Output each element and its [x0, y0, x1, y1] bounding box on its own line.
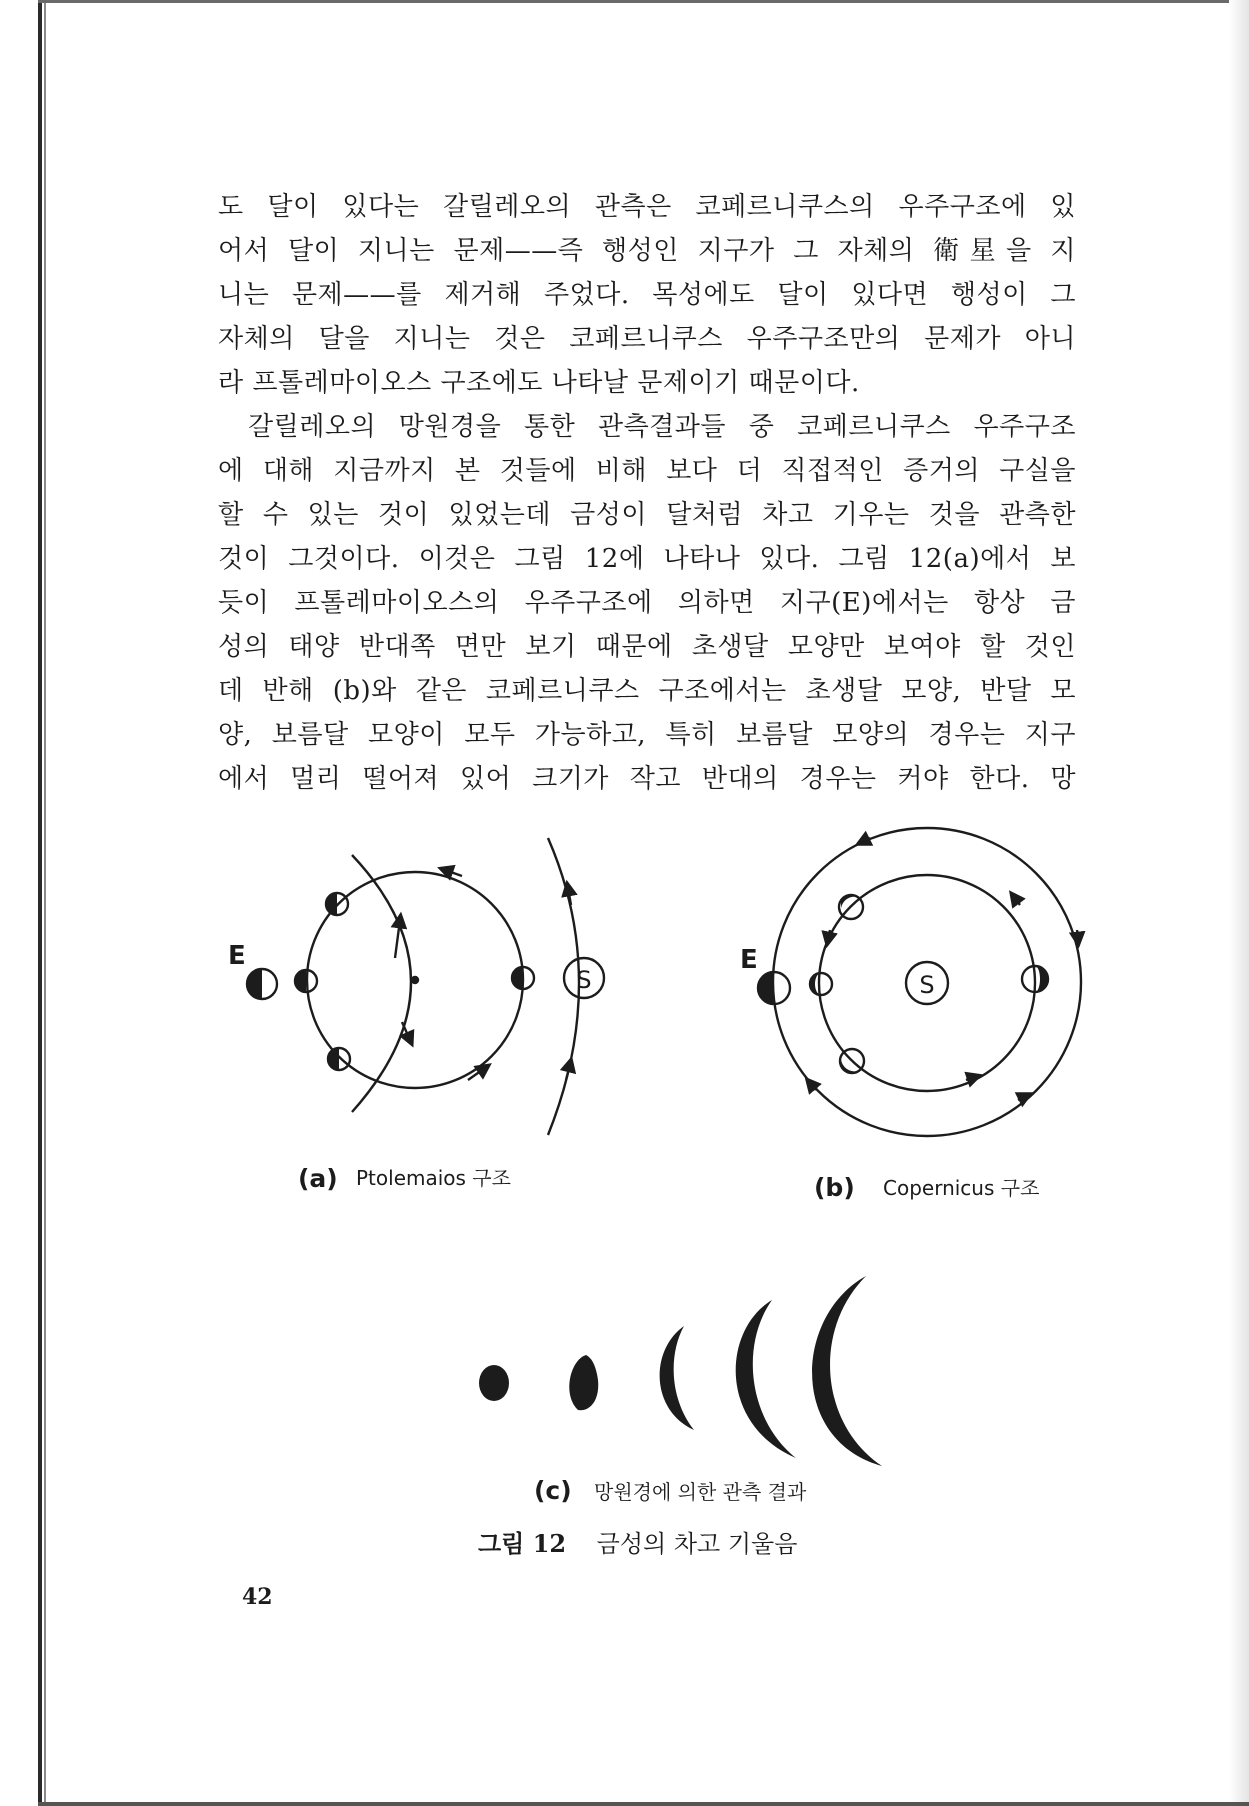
- panel-label-a: (a): [298, 1164, 338, 1193]
- figure-title: [478, 1524, 797, 1559]
- text-line: 니는 문제——를 제거해 주었다. 목성에도 달이 있다면 행성이 그: [218, 280, 1076, 310]
- venus-phase-shape: [736, 1300, 796, 1458]
- venus-phase-shape: [812, 1276, 882, 1466]
- venus-phases-row: [479, 1276, 882, 1466]
- page-number: 42: [242, 1584, 273, 1610]
- earth-icon: [758, 972, 790, 1004]
- ptolemaic-diagram: [228, 838, 604, 1135]
- venus-phase-icon: [295, 970, 317, 992]
- text-line: 양, 보름달 모양이 모두 가능하고, 특히 보름달 모양의 경우는 지구: [218, 720, 1076, 750]
- sun-orbit-arc: [548, 838, 579, 1135]
- sun-icon: [906, 962, 948, 1004]
- venus-phase-icon: [328, 1048, 350, 1070]
- text-line: 갈릴레오의 망원경을 통한 관측결과들 중 코페르니쿠스 우주구조: [248, 412, 1076, 442]
- sun-icon: [564, 958, 604, 998]
- figure-title-text: 금성의 차고 기울음: [596, 1530, 798, 1558]
- sun-label: S: [919, 971, 935, 999]
- venus-phase-shape: [660, 1326, 694, 1430]
- copernican-diagram: [740, 828, 1081, 1136]
- caption-c: [534, 1476, 807, 1505]
- venus-phase-shape: [479, 1365, 509, 1401]
- earth-label: E: [228, 941, 246, 971]
- text-line: 듯이 프톨레마이오스의 우주구조에 의하면 지구(E)에서는 항상 금: [218, 588, 1076, 618]
- figure-number: 그림 12: [478, 1529, 567, 1558]
- venus-phase-shape: [569, 1355, 598, 1410]
- sun-label: S: [576, 966, 592, 994]
- text-line: 할 수 있는 것이 있었는데 금성이 달처럼 차고 기우는 것을 관측한: [218, 500, 1076, 530]
- panel-caption-a: Ptolemaios 구조: [356, 1166, 511, 1190]
- venus-phase-icon: [810, 973, 832, 995]
- panel-label-b: (b): [814, 1173, 855, 1202]
- text-line: 라 프톨레마이오스 구조에도 나타날 문제이기 때문이다.: [218, 368, 860, 398]
- panel-label-c: (c): [534, 1476, 572, 1505]
- caption-a: [298, 1164, 511, 1193]
- text-line: 에서 멀리 떨어져 있어 크기가 작고 반대의 경우는 커야 한다. 망: [218, 764, 1076, 794]
- caption-b: [814, 1173, 1039, 1202]
- panel-caption-b: Copernicus 구조: [883, 1176, 1040, 1200]
- venus-phase-icon: [326, 893, 348, 915]
- earth-icon: [247, 969, 277, 999]
- text-line: 성의 태양 반대쪽 면만 보기 때문에 초생달 모양만 보여야 할 것인: [218, 632, 1076, 662]
- text-line: 에 대해 지금까지 본 것들에 비해 보다 더 직접적인 증거의 구실을: [218, 456, 1076, 486]
- venus-phase-icon: [512, 967, 534, 989]
- earth-label: E: [740, 945, 758, 975]
- text-line: 것이 그것이다. 이것은 그림 12에 나타나 있다. 그림 12(a)에서 보: [218, 544, 1076, 574]
- text-line: 도 달이 있다는 갈릴레오의 관측은 코페르니쿠스의 우주구조에 있: [218, 192, 1076, 222]
- text-line: 데 반해 (b)와 같은 코페르니쿠스 구조에서는 초생달 모양, 반달 모: [218, 676, 1076, 706]
- panel-caption-c: 망원경에 의한 관측 결과: [594, 1480, 807, 1504]
- text-line: 어서 달이 지니는 문제——즉 행성인 지구가 그 자체의 衛星을 지: [218, 236, 1076, 266]
- text-line: 자체의 달을 지니는 것은 코페르니쿠스 우주구조만의 문제가 아니: [218, 324, 1076, 354]
